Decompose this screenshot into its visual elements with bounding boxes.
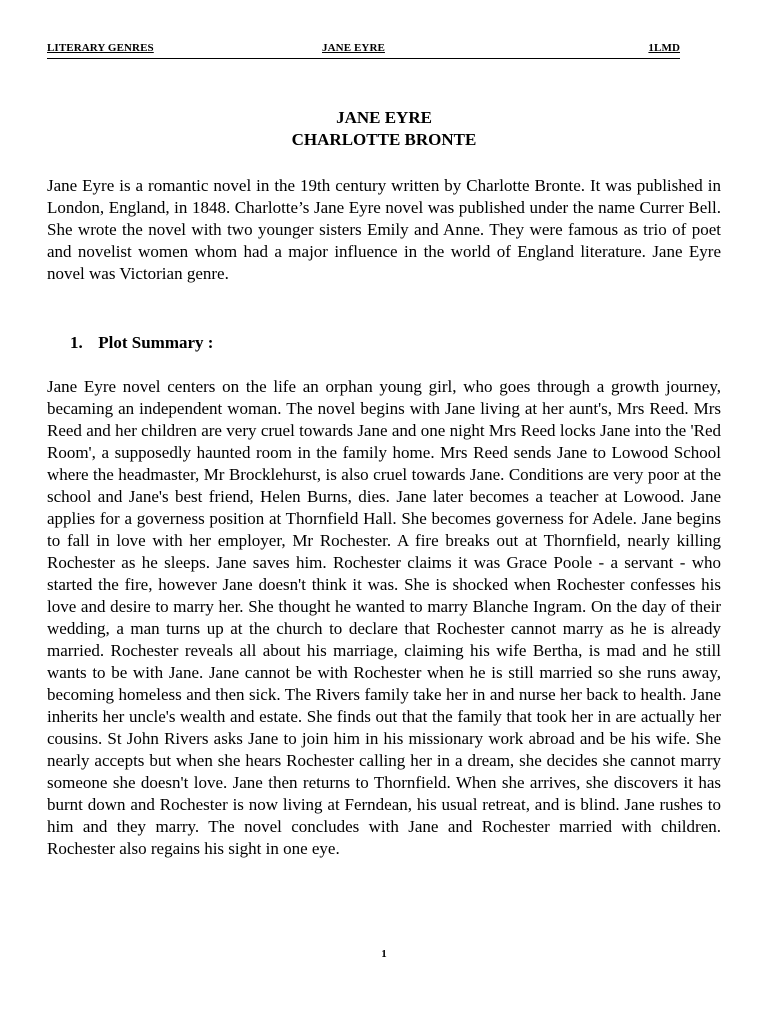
header-title: JANE EYRE <box>322 42 385 54</box>
page-header <box>47 42 680 59</box>
section-number: 1. <box>70 333 83 352</box>
section-heading-plot-summary <box>70 332 213 354</box>
plot-summary-paragraph: Jane Eyre novel centers on the life an orphan young girl, who goes through a growth journey, becaming an independent woman. The novel begins with Jane living at her aunt's, Mrs Reed. Mrs Reed and her children are very cruel towards Jane and one night Mrs Reed locks Jane into the 'Red Room', a supposedly haunted room in the family home. Mrs Reed sends Jane to Lowood School where the headmaster, Mr Brocklehurst, is also cruel towards Jane. Conditions are very poor at the school and Jane's best friend, Helen Burns, dies. Jane later becomes a teacher at Lowood. Jane applies for a governess position at Thornfield Hall. She becomes governess for Adele. Jane begins to fall in love with her employer, Mr Rochester. A fire breaks out at Thornfield, nearly killing Rochester as he sleeps. Jane saves him. Rochester claims it was Grace Poole - a servant - who started the fire, however Jane doesn't think it was. She is shocked when Rochester confesses his love and desire to marry her. She thought he wanted to marry Blanche Ingram. On the day of their wedding, a man turns up at the church to declare that Rochester cannot marry as he is already married. Rochester reveals all about his marriage, claiming his wife Bertha, is mad and he still wants to be with Jane. Jane cannot be with Rochester when he is still married so she runs away, becoming homeless and then sick. The Rivers family take her in and nurse her back to health. Jane inherits her uncle's wealth and estate. She finds out that the family that took her in are actually her cousins. St John Rivers asks Jane to join him in his missionary work abroad and be his wife. She nearly accepts but when she hears Rochester calling her in a dream, she decides she cannot marry someone she doesn't love. Jane then returns to Thornfield. When she arrives, she discovers it has burnt down and Rochester is now living at Ferndean, his usual retreat, and is blind. Jane rushes to him and they marry. The novel concludes with Jane and Rochester married with children. Rochester also regains his sight in one eye. <box>47 377 721 858</box>
page-number: 1 <box>381 948 387 960</box>
document-title <box>0 107 768 151</box>
intro-paragraph: Jane Eyre is a romantic novel in the 19th century written by Charlotte Bronte. It was published in London, England, in 1848. Charlotte’s Jane Eyre novel was published under the name Currer Bell. She wrote the novel with two younger sisters Emily and Anne. They were famous as trio of poet and novelist women whom had a major influence in the world of England literature. Jane Eyre novel was Victorian genre. <box>47 176 721 283</box>
title-book: JANE EYRE <box>336 108 432 127</box>
header-class: 1LMD <box>648 42 680 54</box>
section-title: Plot Summary : <box>98 333 214 352</box>
header-course: LITERARY GENRES <box>47 42 154 54</box>
title-author: CHARLOTTE BRONTE <box>291 130 477 149</box>
